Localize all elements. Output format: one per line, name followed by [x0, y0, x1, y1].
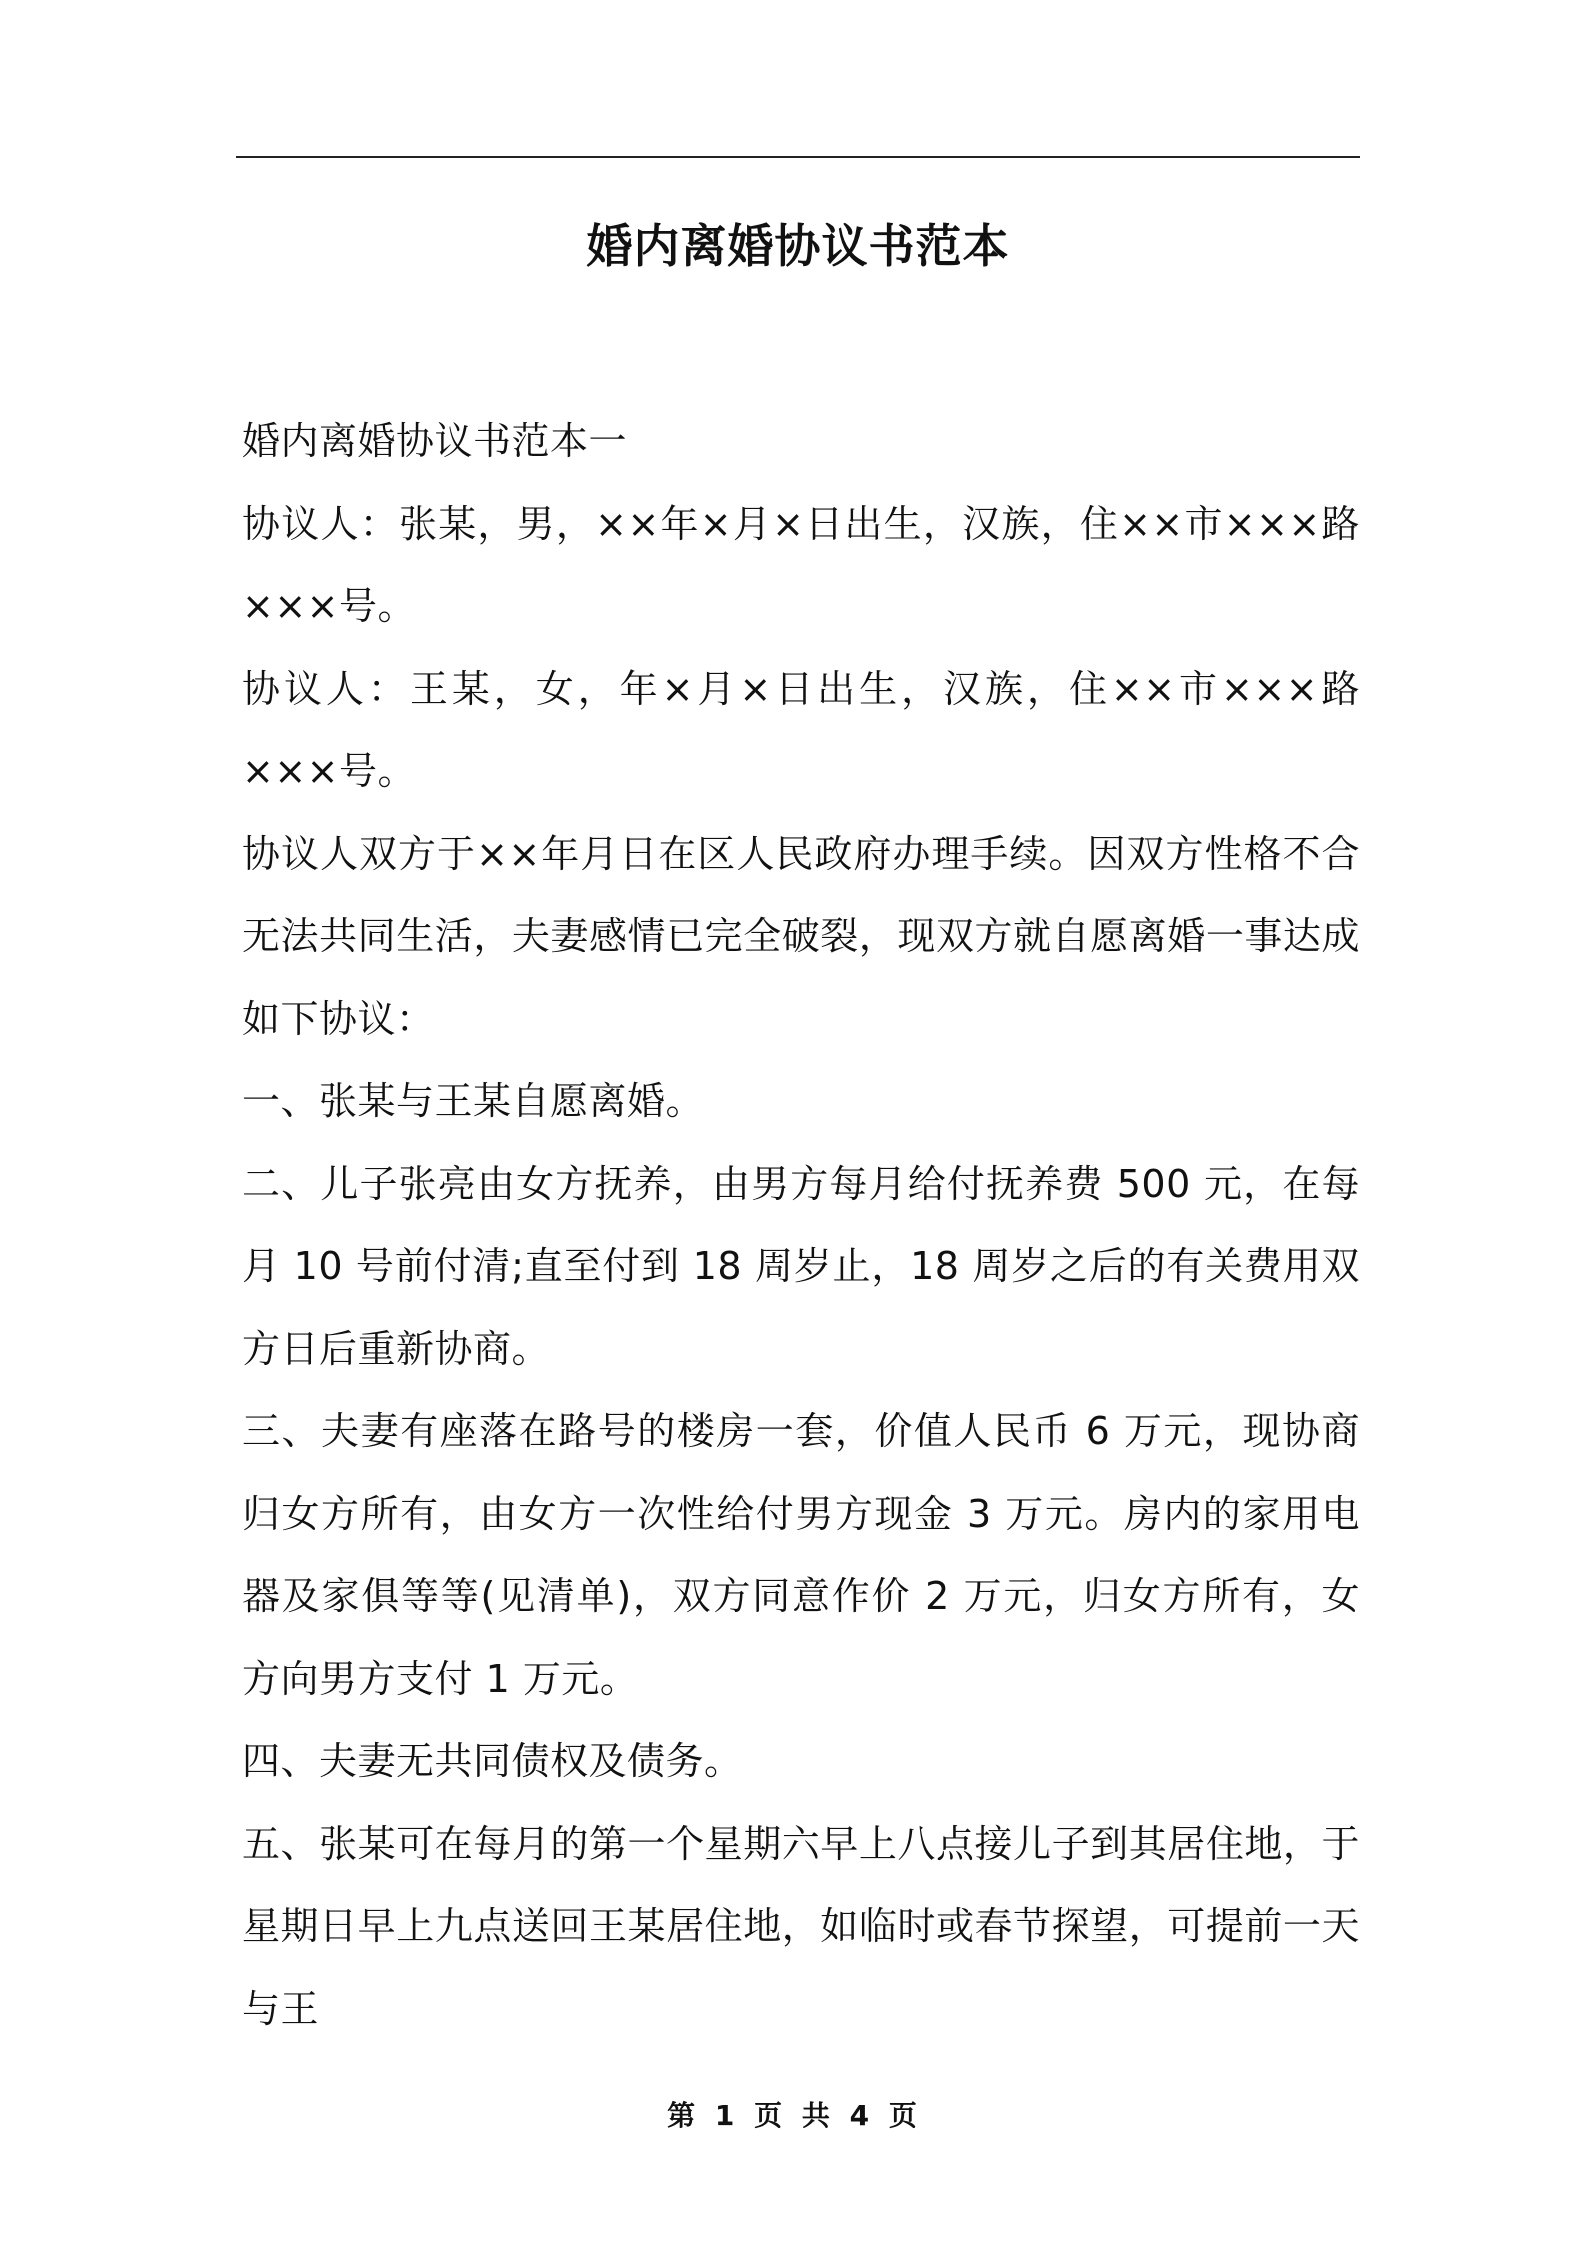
document-body	[242, 400, 1360, 2050]
header-rule	[236, 156, 1360, 158]
party-a-paragraph: 协议人：张某，男，××年×月×日出生，汉族，住××市×××路×××号。	[242, 501, 1360, 628]
section-heading: 婚内离婚协议书范本一	[242, 419, 628, 463]
clause-1: 一、张某与王某自愿离婚。	[242, 1079, 705, 1123]
preamble-paragraph: 协议人双方于××年月日在区人民政府办理手续。因双方性格不合无法共同生活，夫妻感情已完全破裂，现双方就自愿离婚一事达成如下协议：	[242, 831, 1360, 1041]
clause-3: 三、夫妻有座落在路号的楼房一套，价值人民币 6 万元，现协商归女方所有，由女方一次性给付男方现金 3 万元。房内的家用电器及家俱等等(见清单)，双方同意作价 2 万元，归女方所有，女方向男方支付 1 万元。	[242, 1409, 1360, 1701]
party-b-paragraph: 协议人：王某，女，年×月×日出生，汉族，住××市×××路×××号。	[242, 666, 1360, 793]
clause-4: 四、夫妻无共同债权及债务。	[242, 1739, 743, 1783]
clause-5: 五、张某可在每月的第一个星期六早上八点接儿子到其居住地，于星期日早上九点送回王某居住地，如临时或春节探望，可提前一天与王	[242, 1821, 1360, 2031]
document-title: 婚内离婚协议书范本	[586, 219, 1010, 273]
clause-2: 二、儿子张亮由女方抚养，由男方每月给付抚养费 500 元，在每月 10 号前付清;直至付到 18 周岁止，18 周岁之后的有关费用双方日后重新协商。	[242, 1161, 1360, 1371]
page-number-footer: 第 1 页 共 4 页	[667, 2099, 919, 2132]
